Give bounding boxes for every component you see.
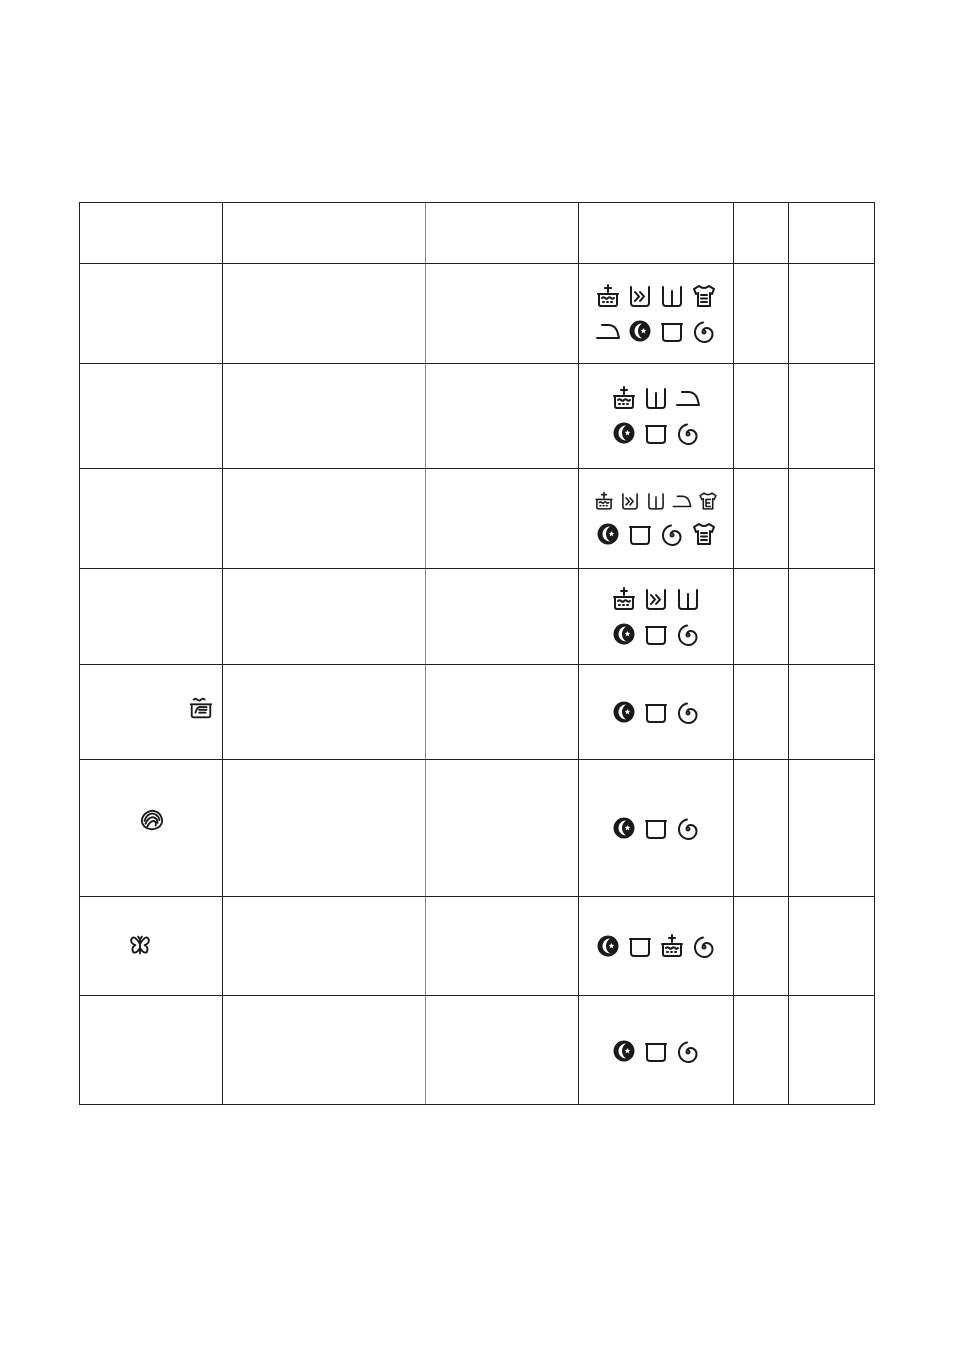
prewash-icon [593, 490, 615, 512]
symbol-line [594, 933, 718, 959]
rinse-hold-icon [658, 318, 686, 344]
quick-icon [626, 283, 654, 309]
symbol-line [594, 521, 718, 547]
rinse-hold-icon [642, 621, 670, 647]
spin-icon [674, 699, 702, 725]
spin-icon [690, 933, 718, 959]
spin-icon [690, 318, 718, 344]
quick-icon [642, 586, 670, 612]
table-row [80, 363, 874, 468]
spin-icon [658, 521, 686, 547]
prewash-icon [594, 283, 622, 309]
option-symbols [579, 896, 732, 995]
iron-icon [674, 385, 702, 411]
option-symbols [579, 995, 732, 1106]
easy-iron-shirt-icon [690, 521, 718, 547]
option-symbols [579, 468, 732, 568]
table-row [80, 568, 874, 664]
table-row [80, 468, 874, 568]
iron-icon [594, 318, 622, 344]
extra-rinse-icon [645, 490, 667, 512]
night-cycle-icon [594, 521, 622, 547]
symbol-line [594, 318, 718, 344]
extra-rinse-icon [642, 385, 670, 411]
table-row [80, 759, 874, 896]
night-cycle-icon [610, 621, 638, 647]
option-symbols [579, 263, 732, 363]
wool-icon [139, 807, 165, 833]
symbol-line [610, 586, 702, 612]
spin-icon [674, 815, 702, 841]
option-symbols [579, 568, 732, 664]
table-row [80, 664, 874, 759]
option-symbols [579, 664, 732, 759]
symbol-line [610, 621, 702, 647]
easy-iron-shirt-icon [690, 283, 718, 309]
extra-rinse-icon [658, 283, 686, 309]
option-symbols [579, 363, 732, 468]
quick-icon [619, 490, 641, 512]
rinse-hold-icon [642, 815, 670, 841]
night-cycle-icon [626, 318, 654, 344]
night-cycle-icon [610, 699, 638, 725]
table-row [80, 995, 874, 1106]
symbol-line [593, 490, 719, 512]
iron-icon [671, 490, 693, 512]
table-row [80, 896, 874, 995]
symbol-line [610, 420, 702, 446]
rinse-hold-icon [642, 1038, 670, 1064]
rinse-hold-icon [626, 933, 654, 959]
handwash-icon [188, 695, 214, 721]
prewash-icon [610, 385, 638, 411]
symbol-line [610, 815, 702, 841]
prewash-icon [658, 933, 686, 959]
table-row [80, 263, 874, 363]
symbol-line [610, 699, 702, 725]
symbol-line [610, 385, 702, 411]
programme-table [79, 202, 875, 1105]
spin-icon [674, 621, 702, 647]
eco-shirt-icon [697, 490, 719, 512]
symbol-line [610, 1038, 702, 1064]
prewash-icon [610, 586, 638, 612]
spin-icon [674, 420, 702, 446]
extra-rinse-icon [674, 586, 702, 612]
night-cycle-icon [594, 933, 622, 959]
rinse-hold-icon [642, 699, 670, 725]
spin-icon [674, 1038, 702, 1064]
option-symbols [579, 759, 732, 896]
rinse-hold-icon [626, 521, 654, 547]
symbol-line [594, 283, 718, 309]
delicate-butterfly-icon [127, 932, 153, 958]
night-cycle-icon [610, 815, 638, 841]
night-cycle-icon [610, 1038, 638, 1064]
night-cycle-icon [610, 420, 638, 446]
rinse-hold-icon [642, 420, 670, 446]
